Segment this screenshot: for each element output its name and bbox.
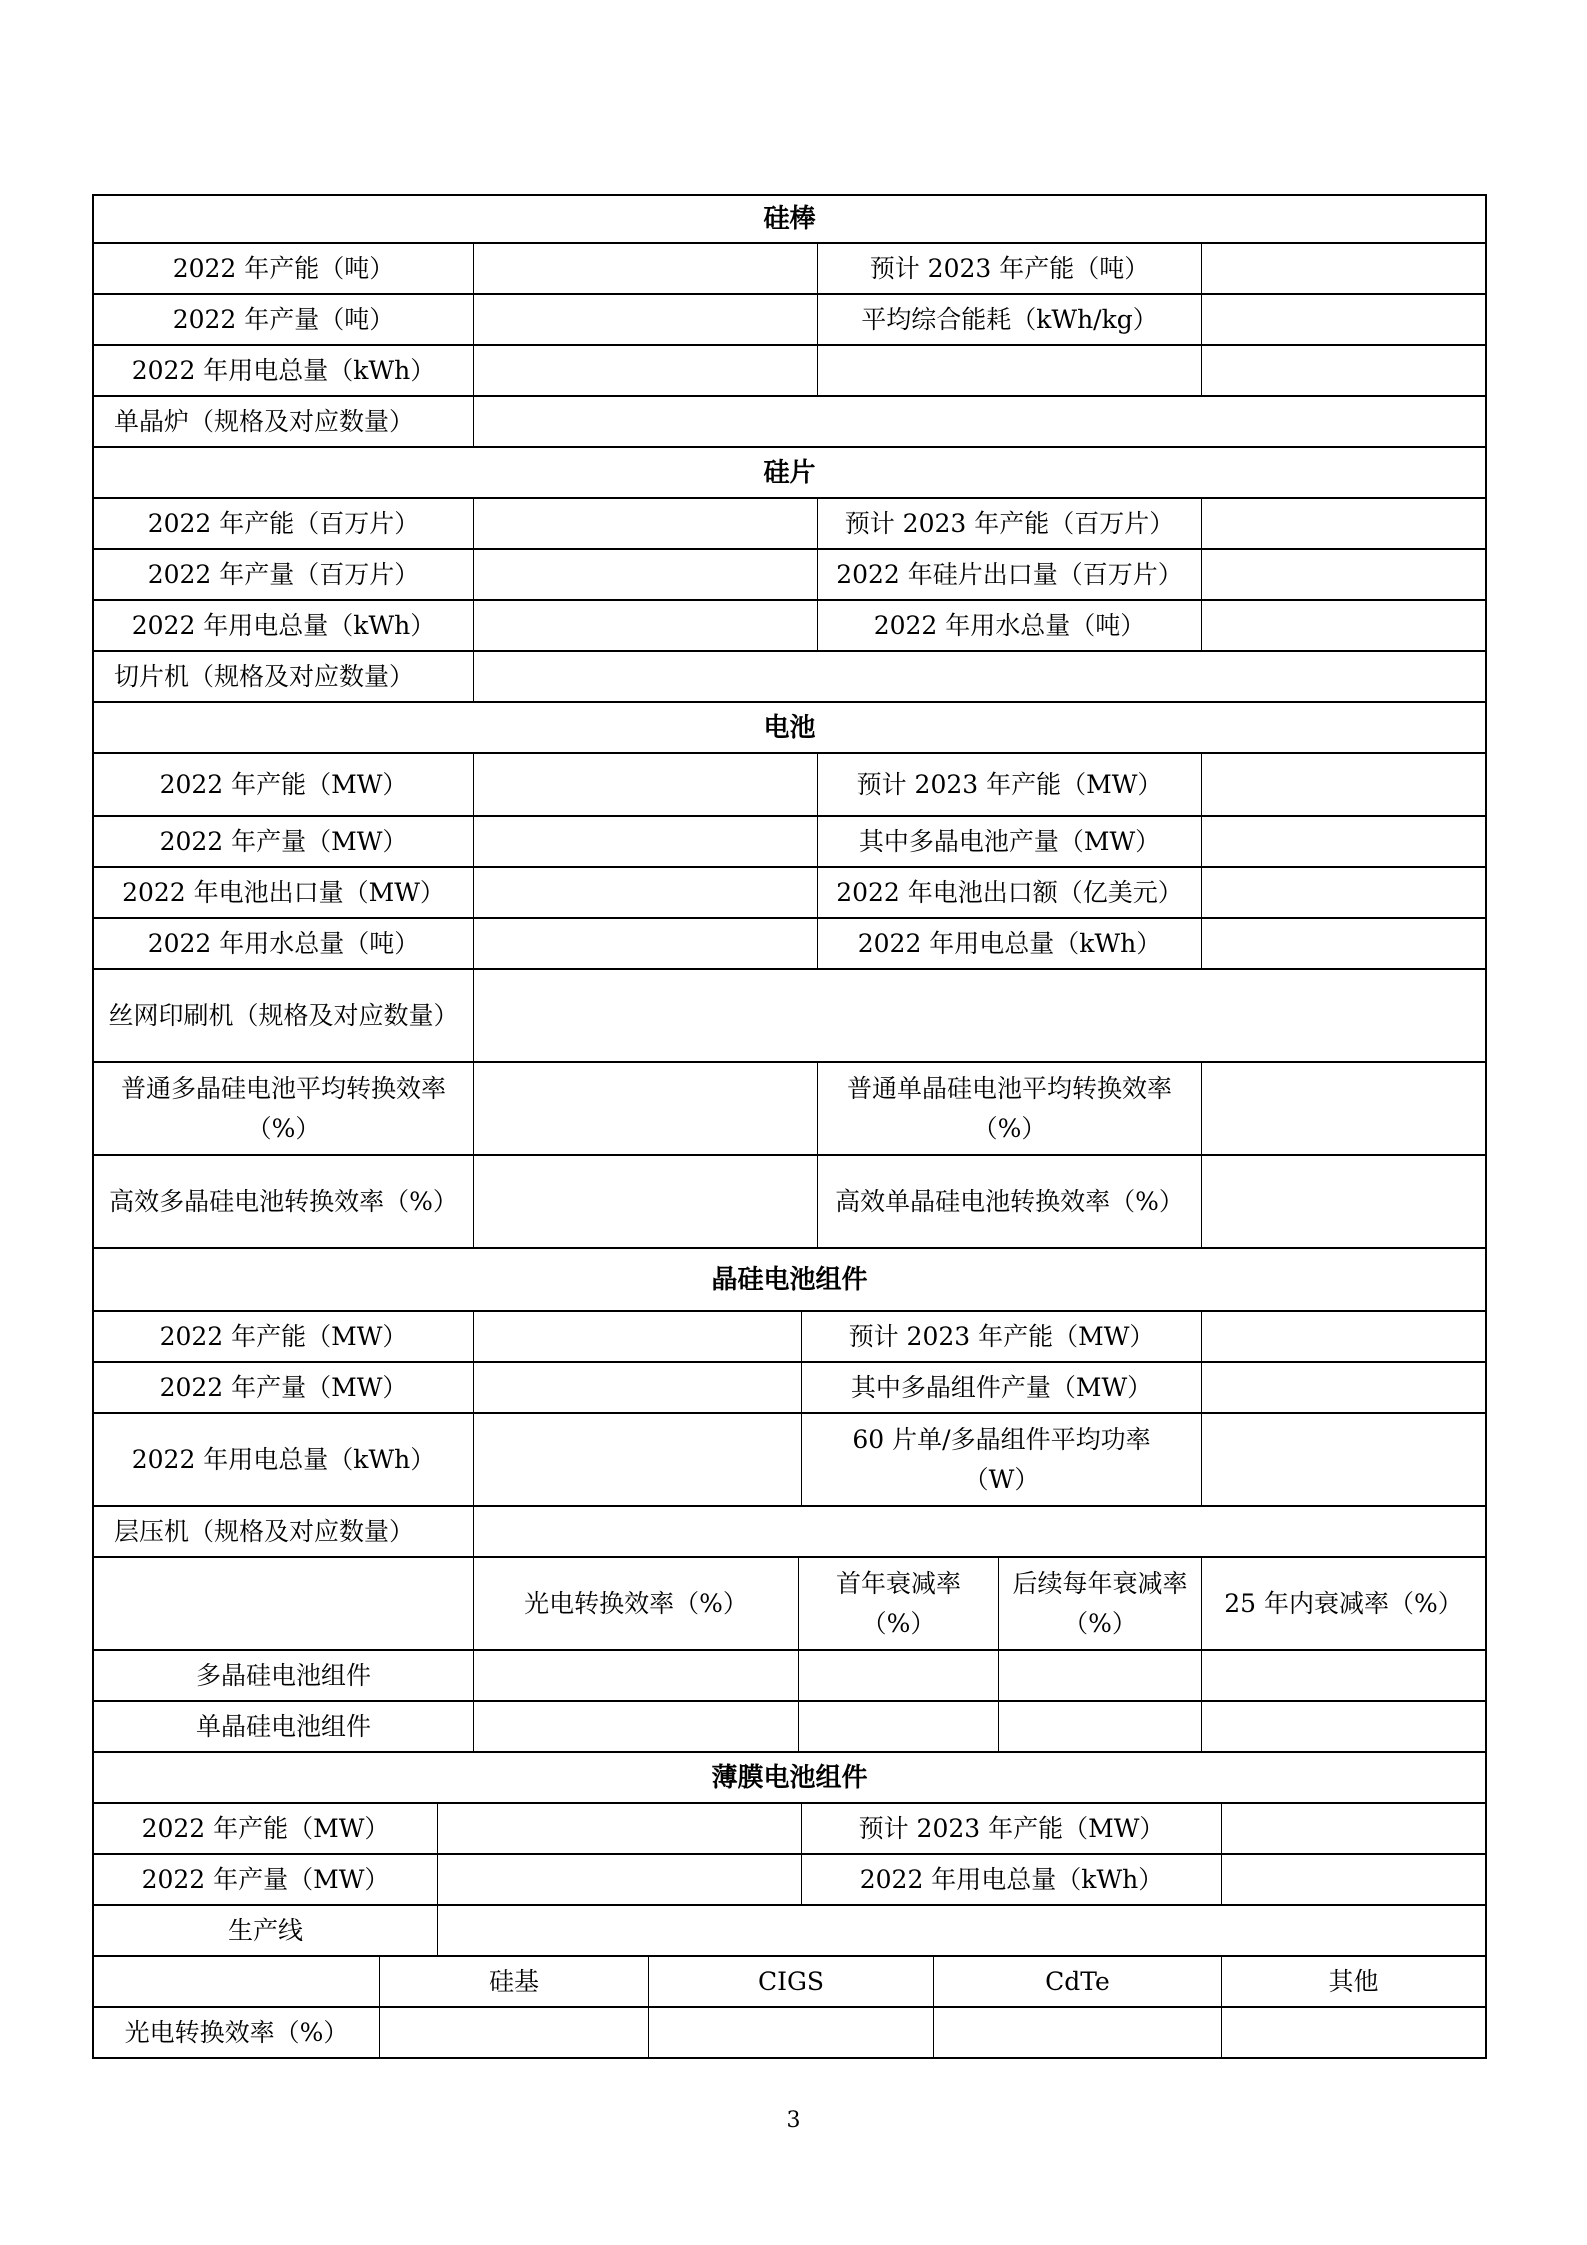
input-cell[interactable] [473,1651,798,1700]
row-label: 2022 年用电总量（kWh） [131,355,436,385]
table-row [92,1906,1487,1957]
input-cell[interactable] [473,1702,798,1751]
row-label: 光电转换效率（%） [124,2017,349,2047]
section-header-silicon-rod: 硅棒 [92,194,1487,244]
row-label: 高效多晶硅电池转换效率（%） [109,1186,458,1216]
row-label: 2022 年产能（MW） [159,769,408,799]
table-row [92,295,1487,346]
table-row [92,1063,1487,1156]
input-cell[interactable] [473,868,817,917]
row-label: 60 片单/多晶组件平均功率（W） [801,1414,1201,1505]
table-header-row [92,1957,1487,2008]
row-label: 2022 年产能（吨） [172,253,395,283]
input-cell[interactable] [437,1855,801,1904]
row-label: 其中多晶电池产量（MW） [817,817,1201,866]
section-header-wafer: 硅片 [92,448,1487,499]
input-cell[interactable] [933,2008,1221,2057]
input-cell[interactable] [473,1312,801,1361]
empty-header-cell [94,1558,473,1649]
row-label: 2022 年产量（MW） [141,1864,390,1894]
row-label: 切片机（规格及对应数量） [114,661,415,691]
row-label: 2022 年用电总量（kWh） [131,1444,436,1474]
row-label: 生产线 [227,1915,303,1945]
table-row [92,397,1487,448]
input-cell[interactable] [798,1651,998,1700]
input-cell[interactable] [437,1804,801,1853]
input-cell[interactable] [648,2008,933,2057]
row-label: 多晶硅电池组件 [195,1660,371,1690]
row-label: 2022 年用电总量（kWh） [817,919,1201,968]
input-cell[interactable] [1201,1312,1485,1361]
input-cell[interactable] [1201,499,1485,548]
row-label: 层压机（规格及对应数量） [114,1516,415,1546]
row-label: 2022 年产能（MW） [159,1321,408,1351]
input-cell[interactable] [1201,550,1485,599]
table-row [92,970,1487,1063]
table-row [92,2008,1487,2059]
row-label: 高效单晶硅电池转换效率（%） [817,1156,1201,1247]
table-row [92,1312,1487,1363]
input-cell[interactable] [473,244,817,293]
row-label: 2022 年用水总量（吨） [147,928,420,958]
table-row [92,1414,1487,1507]
table-row [92,244,1487,295]
input-cell[interactable] [1201,868,1485,917]
input-cell[interactable] [473,1156,817,1247]
input-cell[interactable] [998,1702,1201,1751]
input-cell[interactable] [473,499,817,548]
row-label: 预计 2023 年产能（MW） [801,1312,1201,1361]
row-label: 2022 年产能（百万片） [147,508,420,538]
row-label: 2022 年电池出口量（MW） [122,877,445,907]
empty-header-cell [94,1957,379,2006]
column-header: 硅基 [379,1957,648,2006]
input-cell[interactable] [1201,1363,1485,1412]
input-cell[interactable] [1221,1855,1485,1904]
table-row [92,754,1487,817]
input-cell[interactable] [473,817,817,866]
row-label: 预计 2023 年产能（吨） [817,244,1201,293]
input-cell[interactable] [1201,295,1485,344]
row-label: 2022 年产能（MW） [141,1813,390,1843]
row-label: 2022 年硅片出口量（百万片） [817,550,1201,599]
input-cell[interactable] [473,397,1485,446]
input-cell[interactable] [1221,1804,1485,1853]
input-cell[interactable] [1201,1414,1485,1505]
survey-form-table [92,194,1487,2059]
row-label: 2022 年产量（百万片） [147,559,420,589]
input-cell[interactable] [473,346,817,395]
table-row [92,919,1487,970]
input-cell[interactable] [798,1702,998,1751]
page-number: 3 [786,2108,801,2133]
input-cell[interactable] [1201,817,1485,866]
input-cell[interactable] [1201,754,1485,815]
input-cell[interactable] [1201,1651,1485,1700]
table-header-row [92,1558,1487,1651]
row-label: 预计 2023 年产能（MW） [801,1804,1221,1853]
table-row [92,499,1487,550]
row-label: 2022 年产量（吨） [172,304,395,334]
row-label: 普通单晶硅电池平均转换效率（%） [817,1063,1201,1154]
row-label: 平均综合能耗（kWh/kg） [817,295,1201,344]
column-header: 首年衰减率（%） [798,1558,998,1649]
input-cell[interactable] [379,2008,648,2057]
row-label: 其中多晶组件产量（MW） [801,1363,1201,1412]
input-cell[interactable] [1201,244,1485,293]
input-cell[interactable] [473,1414,801,1505]
column-header: CdTe [933,1957,1221,2006]
row-label: 2022 年用水总量（吨） [817,601,1201,650]
section-header-thin-film: 薄膜电池组件 [92,1753,1487,1804]
table-row [92,1363,1487,1414]
row-label: 2022 年用电总量（kWh） [801,1855,1221,1904]
table-row [92,346,1487,397]
row-label: 2022 年电池出口额（亿美元） [817,868,1201,917]
row-label: 2022 年产量（MW） [159,826,408,856]
row-label: 丝网印刷机（规格及对应数量） [108,1000,459,1030]
table-row [92,1651,1487,1702]
column-header: CIGS [648,1957,933,2006]
input-cell[interactable] [473,919,817,968]
section-header-module: 晶硅电池组件 [92,1249,1487,1312]
input-cell[interactable] [473,1363,801,1412]
input-cell[interactable] [1221,2008,1485,2057]
table-row [92,550,1487,601]
input-cell[interactable] [1201,346,1485,395]
input-cell[interactable] [473,1063,817,1154]
row-label: 单晶炉（规格及对应数量） [114,406,415,436]
column-header: 其他 [1221,1957,1485,2006]
row-label: 2022 年产量（MW） [159,1372,408,1402]
table-row [92,1702,1487,1753]
input-cell[interactable] [1201,919,1485,968]
input-cell[interactable] [473,754,817,815]
row-label: 预计 2023 年产能（MW） [817,754,1201,815]
row-label: 2022 年用电总量（kWh） [131,610,436,640]
input-cell[interactable] [1201,1156,1485,1247]
input-cell[interactable] [473,652,1485,701]
input-cell[interactable] [998,1651,1201,1700]
table-row [92,1507,1487,1558]
table-row [92,1855,1487,1906]
table-row [92,652,1487,703]
table-row [92,817,1487,868]
input-cell[interactable] [473,550,817,599]
input-cell[interactable] [473,295,817,344]
input-cell[interactable] [437,1906,1485,1955]
table-row [92,1156,1487,1249]
column-header: 光电转换效率（%） [473,1558,798,1649]
row-label: 普通多晶硅电池平均转换效率（%） [120,1073,446,1143]
table-row [92,601,1487,652]
row-label: 预计 2023 年产能（百万片） [817,499,1201,548]
input-cell[interactable] [473,601,817,650]
input-cell[interactable] [1201,1702,1485,1751]
input-cell[interactable] [1201,1063,1485,1154]
row-label: 单晶硅电池组件 [195,1711,371,1741]
table-row [92,1804,1487,1855]
section-header-cell: 电池 [92,703,1487,754]
input-cell[interactable] [1201,601,1485,650]
input-cell[interactable] [473,970,1485,1061]
input-cell[interactable] [473,1507,1485,1556]
input-cell[interactable] [817,346,1201,395]
column-header: 25 年内衰减率（%） [1201,1558,1485,1649]
table-row [92,868,1487,919]
column-header: 后续每年衰减率（%） [998,1558,1201,1649]
